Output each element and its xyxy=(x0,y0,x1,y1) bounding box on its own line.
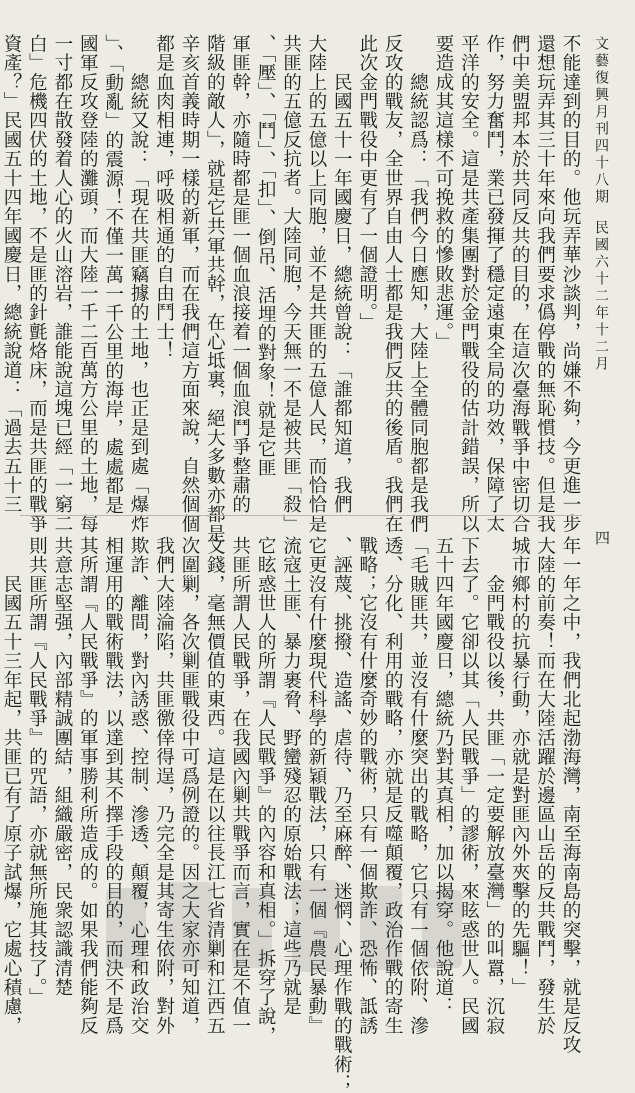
text-column: 欺詐、離間，對內誘惑、控制、滲透、顛覆，心理和政治交 xyxy=(128,536,150,1036)
text-column: 其所謂『人民戰爭』的軍事勝利所造成的。如果我們能夠反 xyxy=(77,536,99,1036)
text-column: 大陸的前奏！而在大陸活躍於邊區山岳的反共戰鬥，發生於 xyxy=(534,536,556,1036)
text-column: 資產？」民國五十四年國慶日，總統說道：「過去五十三 xyxy=(1,34,23,514)
issue-date: 民國六十二年十二月 xyxy=(593,220,609,373)
page-number: 四 xyxy=(593,530,611,545)
text-column: 總統認爲：「我們今日應知，大陸上全體同胞都是我們 xyxy=(407,34,429,534)
text-column: 階級的敵人」，就是它共軍共幹，在心坻裏，絕大多數亦都是 xyxy=(204,34,226,544)
text-column: 此次金門戰役中更有了一個證明。」 xyxy=(356,34,378,332)
text-column: 五十四年國慶日，總統乃對其真相，加以揭穿。他說道： xyxy=(432,536,454,1016)
journal-title: 文藝復興月刊四十八期 xyxy=(593,36,609,206)
text-column: 一寸都在散發着人心的火山溶岩，誰能說這塊已經「一窮二 xyxy=(51,34,73,534)
text-column: 軍匪幹，亦隨時都是匪一個血浪接着一個血浪鬥爭整肅的 xyxy=(229,34,251,514)
text-column: 總統又說：「現在共匪竊據的土地，也正是到處「爆炸 xyxy=(128,34,150,534)
text-column: 平洋的安全。這是共產集團對於金門戰役的估計錯誤，所以 xyxy=(458,34,480,534)
text-column: 下去了。它卻以其「人民戰爭」的謬術，來眩惑世人。民國 xyxy=(458,536,480,1036)
text-column: 「毛賊匪共，並沒有什麼突出的戰略，它只有一個依附、滲 xyxy=(407,536,429,1036)
text-column: 辛亥首義時期一樣的新軍，而在我們這方面來說，自然個個 xyxy=(178,34,200,534)
text-column: 我們大陸淪陷，共匪徼倖得逞，乃完全是其寄生依附，對外 xyxy=(153,536,175,1036)
text-column: 要造成其這樣不可挽救的慘敗悲運。」 xyxy=(432,34,454,352)
section-divider xyxy=(20,515,582,516)
text-column: 相運用的戰術戰法，以達到其不擇手段的目的，而決不是爲 xyxy=(102,536,124,1036)
text-column: 城市鄉村的抗暴行動，亦就是對匪內外夾擊的先驅！」 xyxy=(509,536,531,997)
text-column: 民國五十三年起，共匪已有了原子試爆，它處心積慮， xyxy=(1,536,23,1036)
text-column: 作，努力奮鬥，業已發揮了穩定遠東全局的功效，保障了太 xyxy=(483,34,505,534)
page-header xyxy=(589,36,611,373)
text-column: 都是血肉相連，呼吸相通的自由鬥士！ xyxy=(153,34,175,361)
text-column: 金門戰役以後，共匪「一定要解放臺灣」的叫囂，沉寂 xyxy=(483,536,505,1036)
text-column: 、誣蔑、挑撥、造謠、虐待、乃至麻醉、迷惘、心理作戰的戰術； xyxy=(331,536,353,1093)
text-column: 」、「動亂」的震源！不僅一萬一千公里的海岸，處處都是 xyxy=(102,34,124,515)
text-column: 年一年之中，我們北起渤海灣，南至海南島的突擊，就是反攻 xyxy=(560,536,581,1055)
text-column: 民國五十一年國慶日，總統曾說：「誰都知道，我們 xyxy=(331,34,353,514)
text-column: 共匪的五億反抗者。大陸同胞，今天無一不是被共匪「殺」 xyxy=(280,34,302,534)
text-column: 白」危機四伏的土地，不是匪的針氈烙床，而是共匪的戰爭 xyxy=(26,34,48,534)
text-column: 們中美盟邦本於共同反共的目的，在這次臺海戰爭中密切合 xyxy=(509,34,531,534)
text-column: 共匪所謂人民戰爭，在我國內剿共戰爭而言，實在是不值一 xyxy=(229,536,251,1036)
bottom-text-block xyxy=(1,536,583,1093)
text-column: 還想玩弄其三十年來向我們要求僞停戰的無恥慣技。但是我 xyxy=(534,34,556,534)
text-column: 國軍反攻登陸的灘頭，而大陸一千二百萬方公里的土地，每 xyxy=(77,34,99,534)
text-column: 則共匪所謂『人民戰爭』的咒語，亦就無所施其技了。」 xyxy=(26,536,48,1007)
text-column: 透、分化、利用的戰略，亦就是反噬顛覆，政治作戰的寄生 xyxy=(382,536,404,1036)
text-column: 、「壓」、「鬥」、「扣」、倒吊、活埋的對象！就是它匪 xyxy=(255,34,277,478)
text-column: 它更沒有什麼現代科學的新穎戰法，只有一個『農民暴動』 xyxy=(305,536,327,1036)
text-column: 反攻的戰友，全世界自由人士都是我們反共的後盾。我們在 xyxy=(382,34,404,534)
top-text-block xyxy=(1,34,583,544)
text-column: 共意志堅强，內部精誠團結，組織嚴密，民衆認識清楚 xyxy=(51,536,73,997)
text-column: 大陸上的五億以上同胞，並不是共匪的五億人民，而恰恰是 xyxy=(305,34,327,534)
text-column: 流寇土匪、暴力裹脅、野蠻殘忍的原始戰法；這些乃就是 xyxy=(280,536,302,1016)
text-column: 文錢，毫無價值的東西。這是在以往長江七省清剿和江西五 xyxy=(204,536,226,1036)
text-column: 次圍剿，各次剿匪戰役中可爲例證的。因之大家亦可知道， xyxy=(178,536,200,1036)
text-column: 它眩惑世人的所謂『人民戰爭』的內容和真相。」拆穿了說， xyxy=(255,536,277,1046)
text-column: 不能達到的目的。他玩弄華沙談判，尚嫌不夠，今更進一步 xyxy=(560,34,581,534)
text-column: 戰略；它沒有什麼奇妙的戰術，只有一個欺詐、恐怖、詆誘 xyxy=(356,536,378,1036)
